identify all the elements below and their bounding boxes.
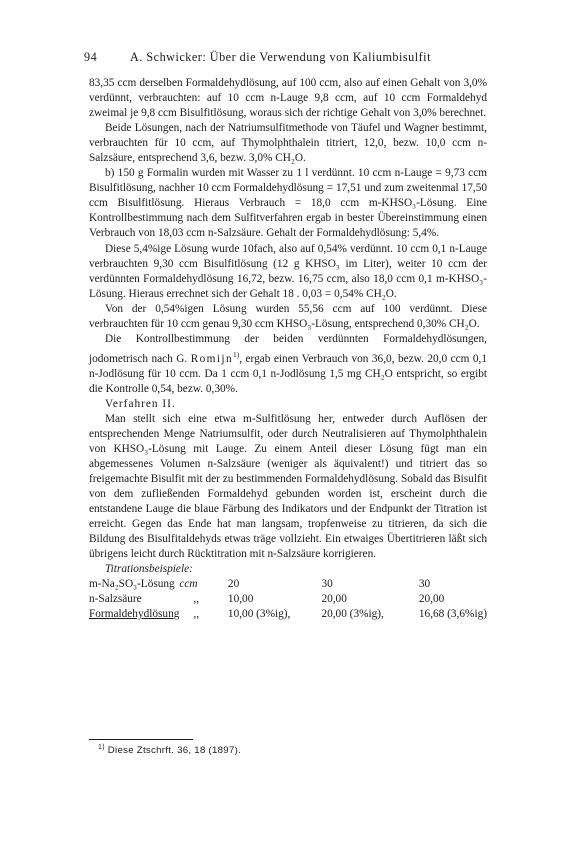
section-heading: Verfahren II. xyxy=(105,397,176,410)
paragraph-2-authors: Beide Lösungen, nach der Natriumsulfitmethode von Täufel und Wagner xyxy=(105,122,439,135)
table-cell: 20,00 (3%ig), xyxy=(321,608,384,621)
table-cell: 30 xyxy=(418,578,431,591)
paragraph-2-text: bestimmt, verbrauchten für 10 ccm, auf Thymolphthalein titriert, 12,0, bezw. 10,0 ccm n-Salzsäure, entsprechend 3,6, bezw. 3,0% CH₂O. xyxy=(89,122,487,165)
paragraph-1: 83,35 ccm derselben Formaldehydlösung, auf 100 ccm, also auf einen Gehalt von 3,0% verdünnt, verbrauchten: auf 10 ccm n-Lauge 9,8 ccm, auf 10 ccm Formaldehyd zweimal je 9,8 ccm Bisulfitlösung, woraus sich der richtige Gehalt von 3,0% berechnet. xyxy=(89,77,487,120)
footnote-reference: 1) xyxy=(233,349,240,359)
paragraph-7: Man stellt sich eine etwa m-Sulfitlösung her, entweder durch Auflösen der entsprechenden Menge Natriumsulfit, oder durch Neutralisieren auf Thymolphthalein von KHSO₃-Lösung mit Lauge. Zu einem Anteil dieser Lösung fügt man ein abgemessenes Volumen n-Salzsäure (weniger als äquivalent!) und titriert das so freigemachte Bisulfit mit der zu bestimmenden Formaldehydlösung. Sobald das Bisulfit von dem zufließenden Formaldehyd gebunden worden ist, erscheint durch die entstandene Lauge die blaue Färbung des Indikators und der Endpunkt der Titration ist erreicht. Gegen das Ende hat man langsam, tropfenweise zu titrieren, da sich die Bildung des Bisulfitaldehyds etwas träge vollzieht. Ein etwaiges Übertitrieren läßt sich übrigens leicht durch Rücktitration mit n-Salzsäure korrigieren. xyxy=(89,412,487,561)
paragraph-3: b) 150 g Formalin wurden mit Wasser zu 1 l verdünnt. 10 ccm n-Lauge = 9,73 ccm Bisulfitlösung, nachher 10 ccm Formaldehydlösung = 17,51 und zum zweitenmal 17,50 ccm Bisulfitlösung. Hieraus Verbrauch = 18,0 ccm m-KHSO₃-Lösung. Eine Kontrollbestimmung nach dem Sulfitverfahren ergab in bester Übereinstimmung einen Verbrauch von 18,03 ccm n-Salzsäure. Gehalt der Formaldehydlösung: 5,4%. xyxy=(89,167,487,240)
page-number: 94 xyxy=(84,50,98,64)
paragraph-6-text-a: Die Kontrollbestimmung der beiden verdünnten Formaldehydlösungen, jodometrisch nach G. xyxy=(89,332,487,365)
footnote-marker: 1) xyxy=(98,744,105,751)
body-text xyxy=(89,76,487,622)
table-cell: 16,68 (3,6%ig) xyxy=(418,608,487,621)
table-cell: n-Salzsäure xyxy=(89,593,142,606)
author-romijn: Romijn xyxy=(190,352,233,365)
table-row xyxy=(89,592,487,607)
footnote-text: Diese Ztschrft. 36, 18 (1897). xyxy=(107,745,242,757)
table-cell: 10,00 (3%ig), xyxy=(227,608,291,621)
footnote-divider xyxy=(89,739,193,740)
running-header xyxy=(84,50,484,65)
paragraph-6 xyxy=(89,332,487,397)
paragraph-5: Von der 0,54%igen Lösung wurden 55,56 ccm auf 100 verdünnt. Diese verbrauchten für 10 ccm genau 9,30 ccm KHSO₃-Lösung, entsprechend 0,30% CH₂O. xyxy=(89,302,487,330)
table-cell: 20,00 xyxy=(418,593,445,606)
table-cell: 10,00 xyxy=(227,593,254,606)
titration-examples-table xyxy=(89,577,487,622)
table-cell: ccm xyxy=(179,578,198,591)
table-cell: ,, xyxy=(193,593,200,606)
table-cell: ,, xyxy=(193,608,200,621)
table-cell: m-Na₂SO₃-Lösung xyxy=(89,578,175,591)
paragraph-6-text-b: , ergab einen Verbrauch von 36,0, bezw. 20,0 ccm 0,1 n-Jodlösung für 10 ccm. Da 1 ccm 0,1 n-Jodlösung 1,5 mg CH₂O entspricht, so ergibt die Kontrolle 0,54, bezw. 0,30%. xyxy=(89,352,487,395)
footnote xyxy=(98,744,241,756)
table-row xyxy=(89,577,487,592)
table-cell: 20 xyxy=(227,578,240,591)
table-row xyxy=(89,607,487,622)
table-cell: 20,00 xyxy=(321,593,347,606)
paragraph-2 xyxy=(89,121,487,166)
table-cell: 30 xyxy=(321,578,333,591)
running-title: A. Schwicker: Über die Verwendung von Kaliumbisulfit xyxy=(130,50,431,64)
table-cell: Formaldehydlösung xyxy=(89,608,180,621)
examples-title: Titrationsbeispiele: xyxy=(105,563,193,576)
paragraph-4: Diese 5,4%ige Lösung wurde 10fach, also auf 0,54% verdünnt. 10 ccm 0,1 n-Lauge verbrauchten 9,30 ccm Bisulfitlösung (12 g KHSO₃ im Liter), weiter 10 ccm der verdünnten Formaldehydlösung 16,72, bezw. 16,75 ccm, also 18,0 ccm 0,1 m-KHSO₃-Lösung. Hieraus errechnet sich der Gehalt 18 . 0,03 = 0,54% CH₂O. xyxy=(89,242,487,300)
